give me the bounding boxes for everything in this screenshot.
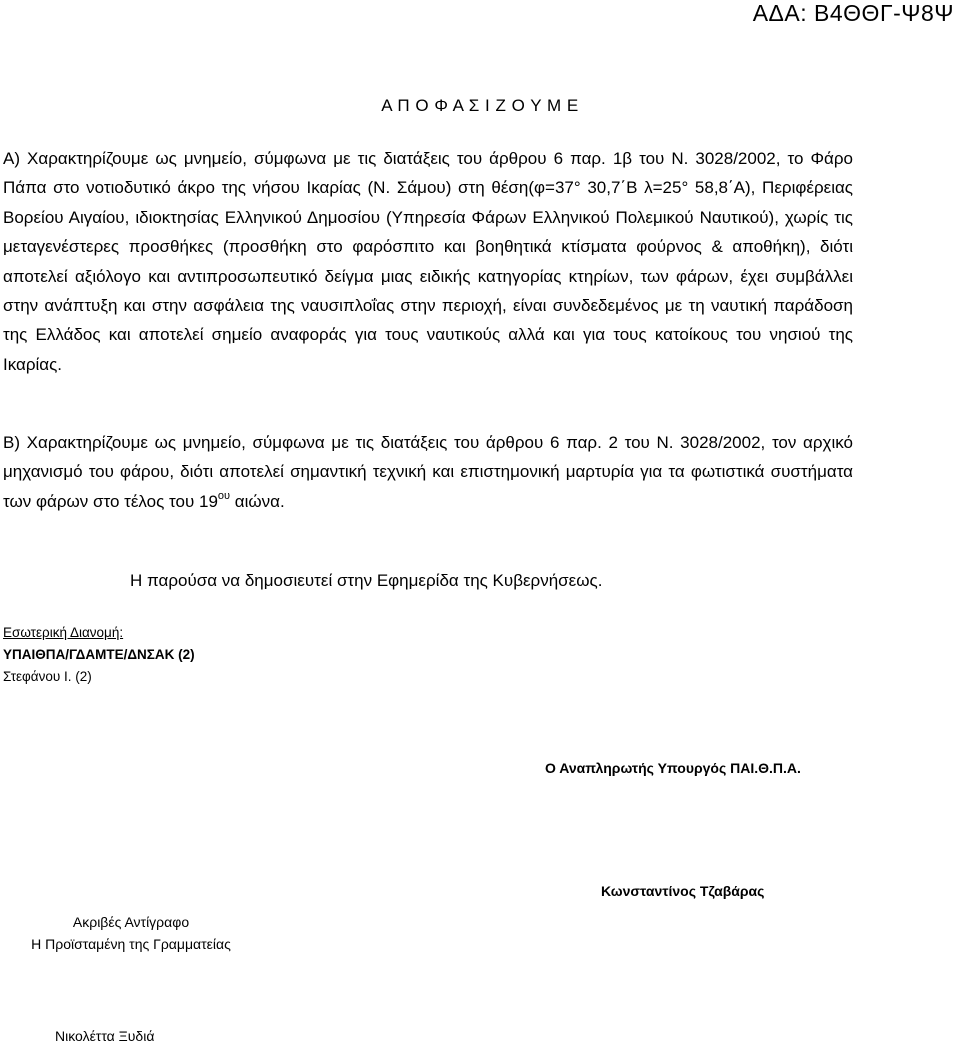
signer-name: Κωνσταντίνος Τζαβάρας — [601, 883, 765, 899]
paragraph-b-text: Β) Χαρακτηρίζουμε ως μνημείο, σύμφωνα με τις διατάξεις του άρθρου 6 παρ. 2 του Ν. 3028/2002, τον αρχικό μηχανισμό του φάρου, διότι αποτελεί σημαντική τεχνική και επιστημονική μαρτυρία για τα φωτιστικά συστήματα των φάρων στο τέλος του 19 — [3, 433, 853, 511]
certified-copy — [0, 911, 262, 955]
certified-copy-line-2: Η Προϊσταμένη της Γραμματείας — [31, 936, 231, 952]
distribution-line-1: ΥΠΑΙΘΠΑ/ΓΔΑΜΤΕ/ΔΝΣΑΚ (2) — [3, 647, 195, 662]
paragraph-b — [3, 428, 853, 516]
distribution-block — [3, 622, 195, 688]
decision-heading: Α Π Ο Φ Α Σ Ι Ζ Ο Υ Μ Ε — [381, 96, 579, 115]
signer-title: Ο Αναπληρωτής Υπουργός ΠΑΙ.Θ.Π.Α. — [545, 760, 801, 776]
certified-copy-line-1: Ακριβές Αντίγραφο — [72, 914, 190, 930]
paragraph-b-ending: αιώνα. — [230, 491, 285, 511]
publish-note: Η παρούσα να δημοσιευτεί στην Εφημερίδα της Κυβερνήσεως. — [130, 571, 603, 590]
ada-code: ΑΔΑ: Β4ΘΘΓ-Ψ8Ψ — [752, 0, 954, 26]
paragraph-a: Α) Χαρακτηρίζουμε ως μνημείο, σύμφωνα με τις διατάξεις του άρθρου 6 παρ. 1β του Ν. 3028/2002, το Φάρο Πάπα στο νοτιοδυτικό άκρο της νήσου Ικαρίας (Ν. Σάμου) στη θέση(φ=37° 30,7΄Β λ=25° 58,8΄Α), Περιφέρειας Βορείου Αιγαίου, ιδιοκτησίας Ελληνικού Δημοσίου (Υπηρεσία Φάρων Ελληνικού Πολεμικού Ναυτικού), χωρίς τις μεταγενέστερες προσθήκες (προσθήκη στο φαρόσπιτο και βοηθητικά κτίσματα φούρνος & αποθήκη), διότι αποτελεί αξιόλογο και αντιπροσωπευτικό δείγμα μιας ειδικής κατηγορίας κτηρίων, των φάρων, έχει συμβάλλει στην ανάπτυξη και στην ασφάλεια της ναυσιπλοΐας στην περιοχή, είναι συνδεδεμένος με τη ναυτική παράδοση της Ελλάδος και αποτελεί σημείο αναφοράς για τους ναυτικούς αλλά και για τους κατοίκους του νησιού της Ικαρίας. — [3, 149, 853, 374]
distribution-label: Εσωτερική Διανομή: — [3, 625, 124, 640]
certified-copy-name: Νικολέττα Ξυδιά — [55, 1028, 155, 1044]
century-superscript: ου — [217, 489, 231, 502]
distribution-line-2: Στεφάνου Ι. (2) — [3, 669, 92, 684]
